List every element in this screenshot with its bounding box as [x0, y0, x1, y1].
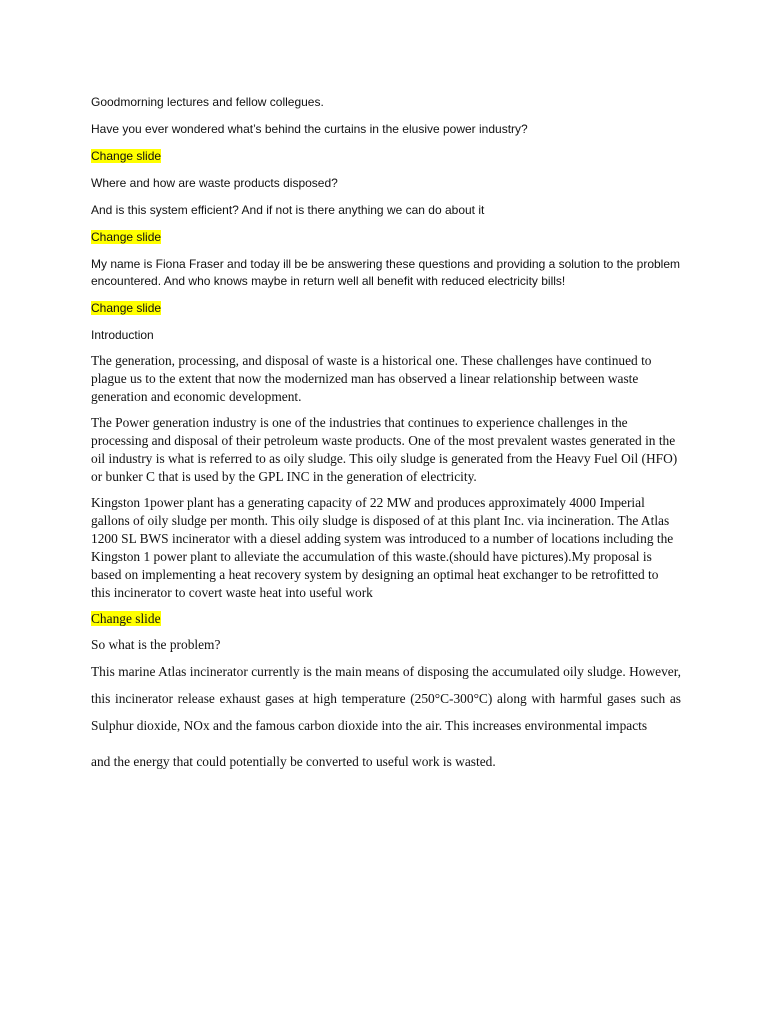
body-paragraph: Kingston 1power plant has a generating capacity of 22 MW and produces approximately 4000 Imperial gallons of oily sludge per month. This oily sludge is disposed of at this plant Inc. via incineration. The Atlas 1200 SL BWS incinerator with a diesel adding system was introduced to a number of locations including the Kingston 1 power plant to alleviate the accumulation of this waste.(should have pictures).My proposal is based on implementing a heat recovery system by designing an optimal heat exchanger to be retrofitted to this incinerator to covert waste heat into useful work	[91, 495, 674, 600]
change-slide-marker	[91, 229, 681, 246]
highlighted-text: Change slide	[91, 611, 161, 626]
highlighted-text: Change slide	[91, 149, 162, 163]
section-heading-problem: So what is the problem?	[91, 637, 221, 652]
highlighted-text: Change slide	[91, 301, 162, 315]
change-slide-marker	[91, 610, 681, 628]
change-slide-marker	[91, 148, 681, 165]
change-slide-marker	[91, 300, 681, 317]
greeting-paragraph: Goodmorning lectures and fellow collegues.	[91, 95, 324, 109]
body-paragraph: and the energy that could potentially be converted to useful work is wasted.	[91, 754, 496, 769]
body-paragraph: The Power generation industry is one of the industries that continues to experience challenges in the processing and disposal of their petroleum waste products. One of the most prevalent wastes generated in the oil industry is what is referred to as oily sludge. This oily sludge is generated from the Heavy Fuel Oil (HFO) or bunker C that is used by the GPL INC in the generation of electricity.	[91, 415, 678, 484]
question-paragraph: Have you ever wondered what’s behind the curtains in the elusive power industry?	[91, 122, 528, 136]
highlighted-text: Change slide	[91, 230, 162, 244]
question-paragraph: Where and how are waste products disposed?	[91, 176, 338, 190]
introduction-speaker-paragraph: My name is Fiona Fraser and today ill be be answering these questions and providing a solution to the problem encountered. And who knows maybe in return well all benefit with reduced electricity bills!	[91, 257, 681, 288]
section-heading-introduction: Introduction	[91, 328, 154, 342]
document-page	[91, 94, 681, 771]
question-paragraph: And is this system efficient? And if not is there anything we can do about it	[91, 203, 485, 217]
body-paragraph: This marine Atlas incinerator currently is the main means of disposing the accumulated oily sludge. However, this incinerator release exhaust gases at high temperature (250°C-300°C) along with harmful gases such as Sulphur dioxide, NOx and the famous carbon dioxide into the air. This increases environmental impacts	[91, 664, 681, 733]
body-paragraph: The generation, processing, and disposal of waste is a historical one. These challenges have continued to plague us to the extent that now the modernized man has observed a linear relationship between waste generation and economic development.	[91, 353, 652, 404]
